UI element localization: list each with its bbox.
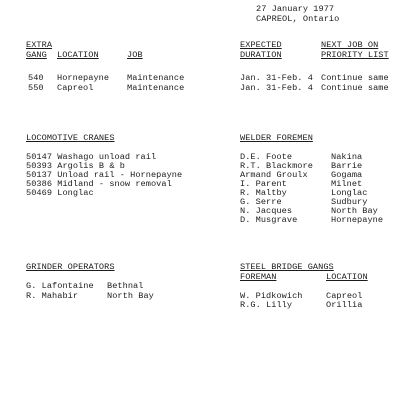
bridge-foreman-name: W. Pidkowich [240,291,303,301]
welder-name: D. Musgrave [240,215,298,225]
col-job: JOB [127,50,143,60]
col-expected-duration: EXPECTED DURATION [240,40,282,60]
gang-job: Maintenance [127,83,185,93]
bridge-foreman-name: R.G. Lilly [240,300,293,310]
gang-duration: Jan. 31-Feb. 4 [240,73,313,83]
welder-place: Sudbury [331,197,368,207]
gang-next-job: Continue same [321,73,389,83]
gang-next-job: Continue same [321,83,389,93]
bridge-location: Capreol [326,291,363,301]
col-location: LOCATION [57,50,99,60]
crane-item: 50147 Washago unload rail [26,152,157,162]
welder-place: Barrie [331,161,363,171]
crane-item: 50393 Argolis B & b [26,161,125,171]
locomotive-cranes-title: LOCOMOTIVE CRANES [26,133,115,143]
crane-item: 50469 Longlac [26,188,94,198]
welder-name: I. Parent [240,179,287,189]
col-foreman: FOREMAN [240,272,277,282]
gang-job: Maintenance [127,73,185,83]
welder-foremen-title: WELDER FOREMEN [240,133,313,143]
grinder-operators-title: GRINDER OPERATORS [26,262,115,272]
welder-place: North Bay [331,206,378,216]
bridge-location: Orillia [326,300,363,310]
welder-place: Nakina [331,152,363,162]
welder-place: Hornepayne [331,215,384,225]
steel-bridge-gangs-title: STEEL BRIDGE GANGS [240,262,334,272]
gang-location: Hornepayne [57,73,110,83]
welder-place: Milnet [331,179,363,189]
crane-item: 50137 Unload rail - Hornepayne [26,170,183,180]
gang-number: 540 [28,73,44,83]
gang-number: 550 [28,83,44,93]
gang-location: Capreol [57,83,94,93]
gang-duration: Jan. 31-Feb. 4 [240,83,313,93]
welder-place: Longlac [331,188,368,198]
col-extra-gang: EXTRA GANG [26,40,53,60]
memo-place: CAPREOL, Ontario [256,14,340,24]
welder-name: N. Jacques [240,206,293,216]
crane-item: 50386 Midland - snow removal [26,179,172,189]
welder-name: Armand Groulx [240,170,308,180]
grinder-place: North Bay [107,291,154,301]
welder-name: D.E. Foote [240,152,293,162]
memo-date: 27 January 1977 [256,4,335,14]
welder-name: G. Serre [240,197,282,207]
grinder-name: R. Mahabir [26,291,79,301]
grinder-name: G. Lafontaine [26,281,94,291]
col-bridge-location: LOCATION [326,272,368,282]
welder-place: Gogama [331,170,363,180]
welder-name: R.T. Blackmore [240,161,313,171]
grinder-place: Bethnal [107,281,144,291]
welder-name: R. Maltby [240,188,287,198]
col-next-job: NEXT JOB ON PRIORITY LIST [321,40,389,60]
